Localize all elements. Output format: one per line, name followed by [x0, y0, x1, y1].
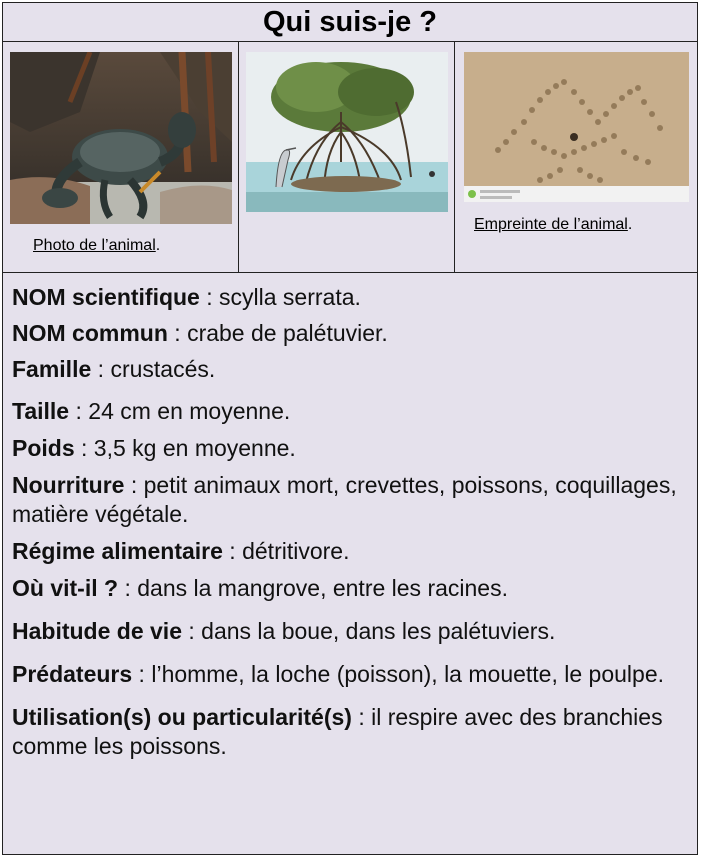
- photo-cell: [3, 42, 239, 272]
- field-food: Nourriture : petit animaux mort, crevettes, poissons, coquillages, matière végétale.: [12, 472, 677, 527]
- field-weight: Poids : 3,5 kg en moyenne.: [12, 435, 296, 461]
- mangrove-illustration: [246, 52, 448, 212]
- field-habitat: Où vit-il ? : dans la mangrove, entre les racines.: [12, 575, 508, 601]
- field-common-name: NOM commun : crabe de palétuvier.: [12, 320, 388, 346]
- footprint-photo: [464, 52, 689, 202]
- field-predators: Prédateurs : l’homme, la loche (poisson), la mouette, le poulpe.: [12, 661, 665, 687]
- card-title: Qui suis-je ?: [3, 3, 697, 42]
- image-row: [3, 42, 697, 273]
- field-family: Famille : crustacés.: [12, 356, 216, 382]
- footprint-cell: [455, 42, 697, 272]
- footprint-caption: Empreinte de l’animal.: [474, 216, 633, 233]
- field-diet: Régime alimentaire : détritivore.: [12, 538, 350, 564]
- crab-photo: [10, 52, 232, 224]
- info-list: [3, 273, 697, 761]
- habitat-cell: [239, 42, 455, 272]
- field-scientific-name: NOM scientifique : scylla serrata.: [12, 284, 361, 310]
- field-size: Taille : 24 cm en moyenne.: [12, 398, 291, 424]
- field-uses: Utilisation(s) ou particularité(s) : il respire avec des branchies comme les poissons.: [12, 704, 663, 759]
- identity-card: [2, 2, 698, 855]
- field-lifestyle: Habitude de vie : dans la boue, dans les palétuviers.: [12, 618, 556, 644]
- photo-caption: Photo de l’animal.: [33, 237, 161, 254]
